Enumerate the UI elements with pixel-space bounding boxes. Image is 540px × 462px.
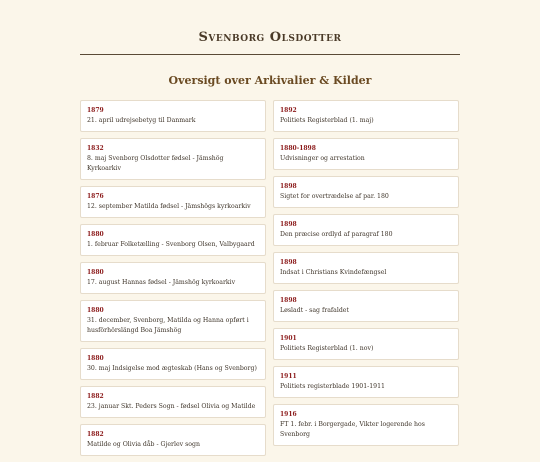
card-text: Matilde og Olivia dåb - Gjerlev sogn bbox=[87, 441, 200, 448]
title-divider bbox=[80, 54, 460, 55]
card-text: Løsladt - sag frafaldet bbox=[280, 307, 349, 314]
card-year: 1879 bbox=[87, 107, 104, 114]
card-text: 8. maj Svenborg Olsdotter fødsel - Jämshög Kyrkoarkiv bbox=[87, 155, 224, 172]
card-year: 1880 bbox=[87, 355, 104, 362]
card-year: 1898 bbox=[280, 183, 297, 190]
card-text: Politiets Registerblad (1. nov) bbox=[280, 345, 374, 352]
card-year: 1880 bbox=[87, 231, 104, 238]
archive-card[interactable] bbox=[273, 366, 459, 398]
archive-card[interactable] bbox=[80, 386, 266, 418]
card-text: 1. februar Folketælling - Svenborg Olsen, Valbygaard bbox=[87, 241, 255, 248]
archive-card[interactable] bbox=[273, 100, 459, 132]
archive-card[interactable] bbox=[80, 224, 266, 256]
archive-card[interactable] bbox=[273, 214, 459, 246]
card-year: 1898 bbox=[280, 259, 297, 266]
archive-card[interactable] bbox=[80, 262, 266, 294]
archive-card[interactable] bbox=[273, 290, 459, 322]
card-year: 1876 bbox=[87, 193, 104, 200]
section-title: Oversigt over Arkivalier & Kilder bbox=[168, 74, 372, 87]
card-text: Politiets registerblade 1901-1911 bbox=[280, 383, 385, 390]
card-text: Indsat i Christians Kvindefængsel bbox=[280, 269, 387, 276]
card-text: 12. september Matilda fødsel - Jämshögs kyrkoarkiv bbox=[87, 203, 251, 210]
card-year: 1832 bbox=[87, 145, 104, 152]
card-year: 1898 bbox=[280, 221, 297, 228]
card-year: 1898 bbox=[280, 297, 297, 304]
archive-card[interactable] bbox=[80, 300, 266, 342]
card-text: Sigtet for overtrædelse af par. 180 bbox=[280, 193, 389, 200]
card-text: Politiets Registerblad (1. maj) bbox=[280, 117, 374, 124]
archive-card[interactable] bbox=[273, 176, 459, 208]
card-text: 31. december, Svenborg, Matilda og Hanna opført i husförhörslängd Boa Jämshög bbox=[87, 317, 249, 334]
archive-card[interactable] bbox=[80, 100, 266, 132]
archive-card[interactable] bbox=[80, 424, 266, 456]
card-year: 1880 bbox=[87, 307, 104, 314]
archive-card[interactable] bbox=[80, 138, 266, 180]
card-year: 1911 bbox=[280, 373, 297, 380]
card-year: 1916 bbox=[280, 411, 297, 418]
card-text: 17. august Hannas fødsel - Jämshög kyrkoarkiv bbox=[87, 279, 236, 286]
card-year: 1901 bbox=[280, 335, 297, 342]
card-text: 21. april udrejsebetyg til Danmark bbox=[87, 117, 196, 124]
archive-card[interactable] bbox=[273, 404, 459, 446]
card-year: 1892 bbox=[280, 107, 297, 114]
archive-card[interactable] bbox=[273, 328, 459, 360]
left-column bbox=[80, 100, 266, 462]
card-year: 1880 bbox=[87, 269, 104, 276]
page-title: Svenborg Olsdotter bbox=[198, 30, 342, 45]
card-text: 23. januar Skt. Peders Sogn - fødsel Olivia og Matilde bbox=[87, 403, 256, 410]
right-column bbox=[273, 100, 459, 452]
archive-card[interactable] bbox=[80, 348, 266, 380]
card-text: FT 1. febr. i Borgergade, Vikter logerende hos Svenborg bbox=[280, 421, 425, 438]
card-year: 1882 bbox=[87, 393, 104, 400]
card-text: Udvisninger og arrestation bbox=[280, 155, 365, 162]
card-year: 1880-1898 bbox=[280, 145, 316, 152]
archive-card[interactable] bbox=[80, 186, 266, 218]
archive-card[interactable] bbox=[273, 252, 459, 284]
archive-card[interactable] bbox=[273, 138, 459, 170]
card-text: Den præcise ordlyd af paragraf 180 bbox=[280, 231, 393, 238]
card-year: 1882 bbox=[87, 431, 104, 438]
card-text: 30. maj Indsigelse mod ægteskab (Hans og Svenborg) bbox=[87, 365, 257, 372]
